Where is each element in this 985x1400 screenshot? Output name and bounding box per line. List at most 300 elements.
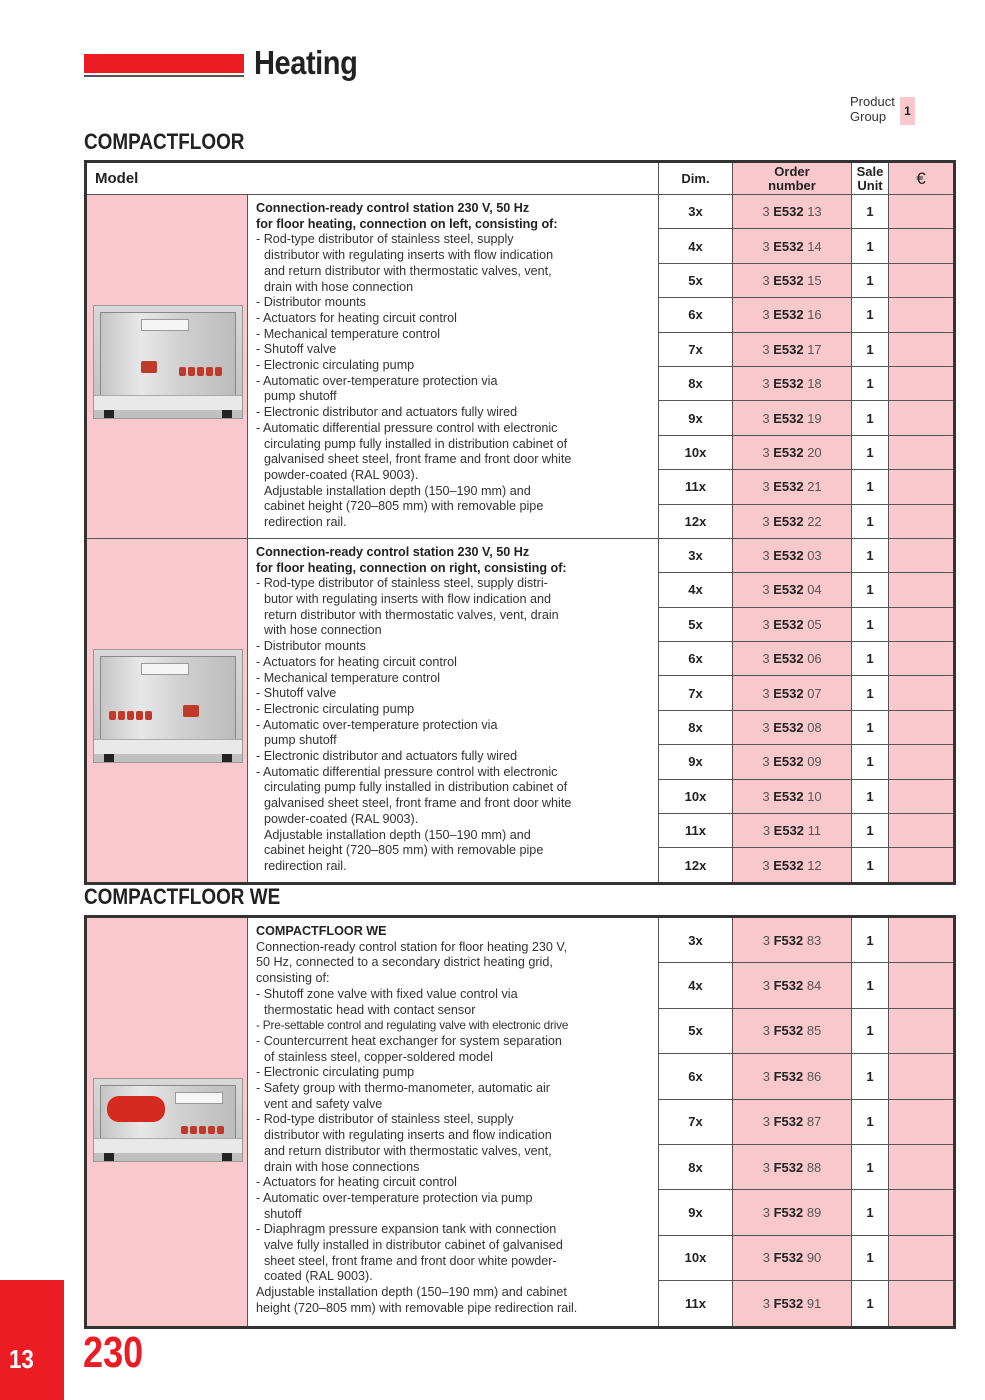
order-number-cell [733,779,852,813]
order-prefix: 3 [762,1068,770,1084]
order-code: E532 [773,754,804,770]
section-title-compactfloor: COMPACTFLOOR [84,129,245,154]
order-suffix: 20 [807,444,822,460]
page-title: Heating [254,44,358,81]
order-suffix: 09 [807,754,822,770]
product-table-compactfloor [84,160,956,885]
order-number-cell [733,470,852,504]
order-prefix: 3 [762,272,770,288]
description-line: - Automatic differential pressure control with electronic [256,764,558,779]
sale-unit-cell: 1 [852,607,889,641]
sale-unit-cell: 1 [852,710,889,744]
description-line: - Countercurrent heat exchanger for system separation [256,1033,562,1048]
control-box [175,1092,223,1104]
valve-actuator [181,1126,188,1134]
sale-unit-cell: 1 [852,745,889,779]
sale-unit-cell: 1 [852,1144,889,1189]
product-image-cell [86,917,248,1328]
sale-unit-cell: 1 [852,676,889,710]
column-header-model: Model [86,162,659,195]
product-group-label-line1: Product [850,94,895,109]
valve-actuator [145,711,152,720]
sale-unit-cell: 1 [852,229,889,263]
dim-cell: 9x [659,1190,733,1235]
order-prefix: 3 [762,1250,770,1266]
cabinet-interior [100,656,236,740]
description-line: drain with hose connections [264,1159,420,1174]
description-line: Adjustable installation depth (150–190 mm) and [264,827,531,842]
dim-cell: 8x [659,366,733,400]
description-line: pump shutoff [264,389,337,404]
circulating-pump [183,705,199,717]
order-prefix: 3 [762,685,770,701]
order-suffix: 03 [807,548,822,564]
table-row [86,917,955,963]
sale-unit-cell: 1 [852,195,889,229]
price-cell [889,607,955,641]
price-cell [889,573,955,607]
description-line: - Distributor mounts [256,295,366,310]
price-cell [889,963,955,1008]
description-line: cabinet height (720–805 mm) with removable pipe [264,499,544,514]
dim-cell: 10x [659,435,733,469]
sale-unit-cell: 1 [852,1235,889,1280]
dim-cell: 8x [659,710,733,744]
sale-unit-cell: 1 [852,435,889,469]
order-code: E532 [773,548,804,564]
order-suffix: 84 [806,978,822,994]
order-number-cell [733,1099,852,1144]
order-suffix: 88 [806,1159,822,1175]
control-station-right-photo [93,649,243,763]
description-heading: Connection-ready control station 230 V, 50 Hz [256,544,530,559]
order-number-cell [733,1008,852,1053]
order-suffix: 91 [806,1295,822,1311]
order-suffix: 07 [807,685,822,701]
page-number: 230 [83,1328,144,1377]
description-line: and return distributor with thermostatic valves, vent, [264,1143,552,1158]
description-line: - Rod-type distributor of stainless steel, supply distri- [256,576,548,591]
dim-cell: 6x [659,298,733,332]
valve-actuator [109,711,116,720]
unit-header-line2: Unit [857,177,883,193]
price-cell [889,470,955,504]
price-cell [889,263,955,297]
dim-cell: 10x [659,1235,733,1280]
price-cell [889,1008,955,1053]
dim-cell: 12x [659,848,733,883]
order-prefix: 3 [762,204,770,220]
sale-unit-cell: 1 [852,779,889,813]
order-number-cell [733,298,852,332]
price-cell [889,1054,955,1099]
control-station-left-photo [93,305,243,419]
price-cell [889,435,955,469]
valve-actuator [206,367,213,376]
dim-cell: 9x [659,401,733,435]
sale-unit-cell: 1 [852,814,889,848]
cabinet-interior [100,312,236,396]
valve-actuator [190,1126,197,1134]
description-line: valve fully installed in distributor cabinet of galvanised [264,1238,563,1253]
price-cell [889,848,955,883]
order-number-cell [733,917,852,963]
circulating-pump [141,361,157,373]
price-cell [889,779,955,813]
order-code: E532 [773,720,804,736]
dim-cell: 11x [659,1281,733,1327]
order-prefix: 3 [762,548,770,564]
description-line: - Actuators for heating circuit control [256,1175,457,1190]
order-prefix: 3 [762,341,770,357]
price-cell [889,710,955,744]
order-code: E532 [773,444,804,460]
order-suffix: 83 [806,932,822,948]
cabinet-foot [104,1153,114,1161]
sale-unit-cell: 1 [852,573,889,607]
valve-actuator [188,367,195,376]
order-number-cell [733,366,852,400]
dim-cell: 3x [659,538,733,572]
order-suffix: 04 [807,582,822,598]
price-cell [889,676,955,710]
dim-cell: 10x [659,779,733,813]
order-code: E532 [773,479,804,495]
sale-unit-cell: 1 [852,1099,889,1144]
order-number-cell [733,332,852,366]
sale-unit-cell: 1 [852,963,889,1008]
description-line: of stainless steel, copper-soldered model [264,1049,493,1064]
dim-cell: 7x [659,1099,733,1144]
order-suffix: 21 [807,479,822,495]
price-cell [889,1235,955,1280]
order-suffix: 11 [807,823,822,839]
description-heading: COMPACTFLOOR WE [256,924,387,938]
cabinet-base [94,1138,242,1153]
sale-unit-cell: 1 [852,538,889,572]
valve-actuator [118,711,125,720]
dim-cell: 7x [659,332,733,366]
order-prefix: 3 [762,582,770,598]
order-header-line2: number [768,177,816,193]
product-image-cell [86,195,248,539]
order-code: F532 [773,978,804,994]
price-cell [889,1281,955,1327]
order-prefix: 3 [762,410,770,426]
description-line: - Automatic over-temperature protection via pump [256,1190,533,1205]
dim-cell: 11x [659,470,733,504]
sale-unit-cell: 1 [852,1054,889,1099]
description-line: - Actuators for heating circuit control [256,654,457,669]
order-prefix: 3 [762,754,770,770]
order-code: F532 [773,932,804,948]
order-code: E532 [773,685,804,701]
order-prefix: 3 [762,479,770,495]
description-line: - Safety group with thermo-manometer, automatic air [256,1081,550,1096]
description-line: distributor with regulating inserts with flow indication [264,248,554,263]
price-cell [889,917,955,963]
product-description-cell [248,195,659,539]
column-header-price-euro-icon: € [889,162,955,195]
order-suffix: 22 [807,513,822,529]
order-suffix: 12 [807,857,822,873]
product-group-label-line2: Group [850,109,887,124]
description-line: - Electronic distributor and actuators fully wired [256,405,518,420]
control-station-we-photo [93,1078,243,1162]
description-line: - Shutoff zone valve with fixed value control via [256,986,518,1001]
description-line: distributor with regulating inserts and flow indication [264,1128,552,1143]
valve-actuator [215,367,222,376]
description-line: - Automatic differential pressure control with electronic [256,420,558,435]
dim-cell: 4x [659,573,733,607]
price-cell [889,366,955,400]
dim-cell: 5x [659,263,733,297]
description-line: 50 Hz, connected to a secondary district heating grid, [256,955,553,970]
price-cell [889,642,955,676]
order-code: E532 [773,272,804,288]
price-cell [889,1190,955,1235]
order-code: E532 [773,582,804,598]
order-number-cell [733,745,852,779]
description-line: drain with hose connection [264,279,414,294]
description-line: - Mechanical temperature control [256,326,441,341]
product-description-cell [248,917,659,1328]
section-title-compactfloor-we: COMPACTFLOOR WE [84,884,281,909]
chapter-tab [0,1280,64,1400]
order-prefix: 3 [762,444,770,460]
description-line: galvanised sheet steel, front frame and front door white [264,452,572,467]
order-number-cell [733,1144,852,1189]
description-line: Connection-ready control station for floor heating 230 V, [256,939,568,954]
valve-actuator [179,367,186,376]
order-number-cell [733,814,852,848]
order-suffix: 14 [807,238,822,254]
price-cell [889,332,955,366]
sale-unit-cell: 1 [852,848,889,883]
description-line: - Shutoff valve [256,342,337,357]
valve-actuator [217,1126,224,1134]
description-line: - Pre-settable control and regulating valve with electronic drive [256,1018,569,1033]
order-suffix: 18 [807,376,822,392]
price-cell [889,1144,955,1189]
product-table-compactfloor-we [84,915,956,1329]
description-line: - Rod-type distributor of stainless steel, supply [256,232,514,247]
price-cell [889,195,955,229]
order-number-cell [733,710,852,744]
order-prefix: 3 [762,616,770,632]
order-code: E532 [773,307,804,323]
order-number-cell [733,1235,852,1280]
sale-unit-cell: 1 [852,642,889,676]
order-code: E532 [773,204,804,220]
order-code: E532 [773,823,805,839]
sale-unit-cell: 1 [852,917,889,963]
description-line: - Shutoff valve [256,686,337,701]
order-suffix: 89 [806,1205,822,1221]
cabinet-base [94,739,242,754]
order-prefix: 3 [762,788,770,804]
description-line: - Automatic over-temperature protection via [256,717,498,732]
order-number-cell [733,642,852,676]
description-line: circulating pump fully installed in distribution cabinet of [264,780,568,795]
sale-unit-cell: 1 [852,366,889,400]
cabinet-foot [222,1153,232,1161]
order-number-cell [733,263,852,297]
column-header-dim: Dim. [659,162,733,195]
order-number-cell [733,401,852,435]
column-header-sale-unit [852,162,889,195]
description-line: return distributor with thermostatic valves, vent, drain [264,607,559,622]
description-line: - Mechanical temperature control [256,670,441,685]
description-line: - Electronic distributor and actuators fully wired [256,749,518,764]
order-prefix: 3 [762,1159,770,1175]
dim-cell: 11x [659,814,733,848]
order-code: E532 [773,616,804,632]
price-cell [889,298,955,332]
order-suffix: 17 [807,341,822,357]
chapter-number: 13 [9,1344,34,1374]
description-heading: Connection-ready control station 230 V, 50 Hz [256,201,530,215]
description-line: cabinet height (720–805 mm) with removable pipe [264,843,544,858]
order-number-cell [733,573,852,607]
description-line: butor with regulating inserts with flow indication and [264,592,552,607]
header-rule [84,75,244,77]
order-prefix: 3 [762,307,770,323]
price-cell [889,504,955,538]
column-header-order-number [733,162,852,195]
expansion-tank [107,1096,165,1122]
valve-actuator [136,711,143,720]
order-prefix: 3 [762,238,770,254]
description-line: height (720–805 mm) with removable pipe redirection rail. [256,1300,578,1315]
valve-actuator [199,1126,206,1134]
valve-actuator [197,367,204,376]
order-code: F532 [773,1114,804,1130]
order-code: E532 [773,238,804,254]
order-header-line1: Order [774,163,810,179]
order-number-cell [733,435,852,469]
sale-unit-cell: 1 [852,1190,889,1235]
dim-cell: 12x [659,504,733,538]
description-line: powder-coated (RAL 9003). [264,467,419,482]
dim-cell: 7x [659,676,733,710]
order-suffix: 05 [807,616,822,632]
order-suffix: 13 [807,204,822,220]
order-prefix: 3 [762,651,770,667]
dim-cell: 8x [659,1144,733,1189]
sale-unit-cell: 1 [852,470,889,504]
description-line: vent and safety valve [264,1096,383,1111]
order-number-cell [733,1281,852,1327]
sale-unit-cell: 1 [852,332,889,366]
order-code: F532 [773,1023,804,1039]
description-line: sheet steel, front frame and front door white powder- [264,1253,557,1268]
description-line: powder-coated (RAL 9003). [264,811,419,826]
cabinet-foot [104,754,114,762]
table-header-row [86,162,955,195]
order-suffix: 19 [807,410,822,426]
product-image-cell [86,538,248,883]
description-line: - Electronic circulating pump [256,1065,415,1080]
description-line: circulating pump fully installed in distribution cabinet of [264,436,568,451]
description-line: redirection rail. [264,515,347,530]
order-code: F532 [773,1295,804,1311]
description-heading: for floor heating, connection on right, consisting of: [256,560,567,575]
price-cell [889,229,955,263]
order-code: F532 [773,1205,804,1221]
control-box [141,663,189,675]
dim-cell: 9x [659,745,733,779]
order-suffix: 15 [807,272,822,288]
order-prefix: 3 [762,376,770,392]
dim-cell: 4x [659,963,733,1008]
description-line: galvanised sheet steel, front frame and front door white [264,796,572,811]
product-description-cell [248,538,659,883]
order-prefix: 3 [762,823,771,839]
order-suffix: 86 [806,1068,822,1084]
order-number-cell [733,848,852,883]
description-line: pump shutoff [264,733,337,748]
order-number-cell [733,538,852,572]
order-suffix: 16 [807,307,822,323]
order-number-cell [733,607,852,641]
cabinet-foot [222,410,232,418]
order-number-cell [733,1190,852,1235]
order-number-cell [733,963,852,1008]
description-line: Adjustable installation depth (150–190 mm) and cabinet [256,1285,567,1300]
order-prefix: 3 [762,1295,770,1311]
description-line: - Actuators for heating circuit control [256,310,457,325]
order-number-cell [733,1054,852,1099]
order-code: F532 [773,1068,804,1084]
order-suffix: 10 [807,788,822,804]
description-line: Adjustable installation depth (150–190 mm) and [264,483,531,498]
order-number-cell [733,195,852,229]
description-heading: for floor heating, connection on left, consisting of: [256,216,558,231]
table-row [86,538,955,572]
valve-actuator [208,1126,215,1134]
description-line: - Rod-type distributor of stainless steel, supply [256,1112,514,1127]
description-line: - Distributor mounts [256,639,366,654]
price-cell [889,401,955,435]
product-group-badge: 1 [900,97,915,125]
order-number-cell [733,229,852,263]
cabinet-foot [222,754,232,762]
order-code: E532 [773,788,804,804]
description-line: and return distributor with thermostatic valves, vent, [264,263,552,278]
order-suffix: 85 [806,1023,822,1039]
valve-actuator [127,711,134,720]
order-prefix: 3 [762,1205,770,1221]
header-red-bar [84,54,244,73]
order-number-cell [733,504,852,538]
dim-cell: 6x [659,642,733,676]
unit-header-line1: Sale [856,163,884,179]
dim-cell: 5x [659,607,733,641]
order-prefix: 3 [762,978,770,994]
order-code: E532 [773,651,804,667]
description-line: coated (RAL 9003). [264,1269,373,1284]
order-prefix: 3 [762,1023,770,1039]
product-description [248,195,658,531]
description-line: - Automatic over-temperature protection via [256,373,498,388]
description-line: - Electronic circulating pump [256,358,415,373]
description-line: - Diaphragm pressure expansion tank with connection [256,1222,557,1237]
dim-cell: 5x [659,1008,733,1053]
order-code: F532 [773,1250,804,1266]
control-box [141,319,189,331]
description-line: shutoff [264,1206,302,1221]
